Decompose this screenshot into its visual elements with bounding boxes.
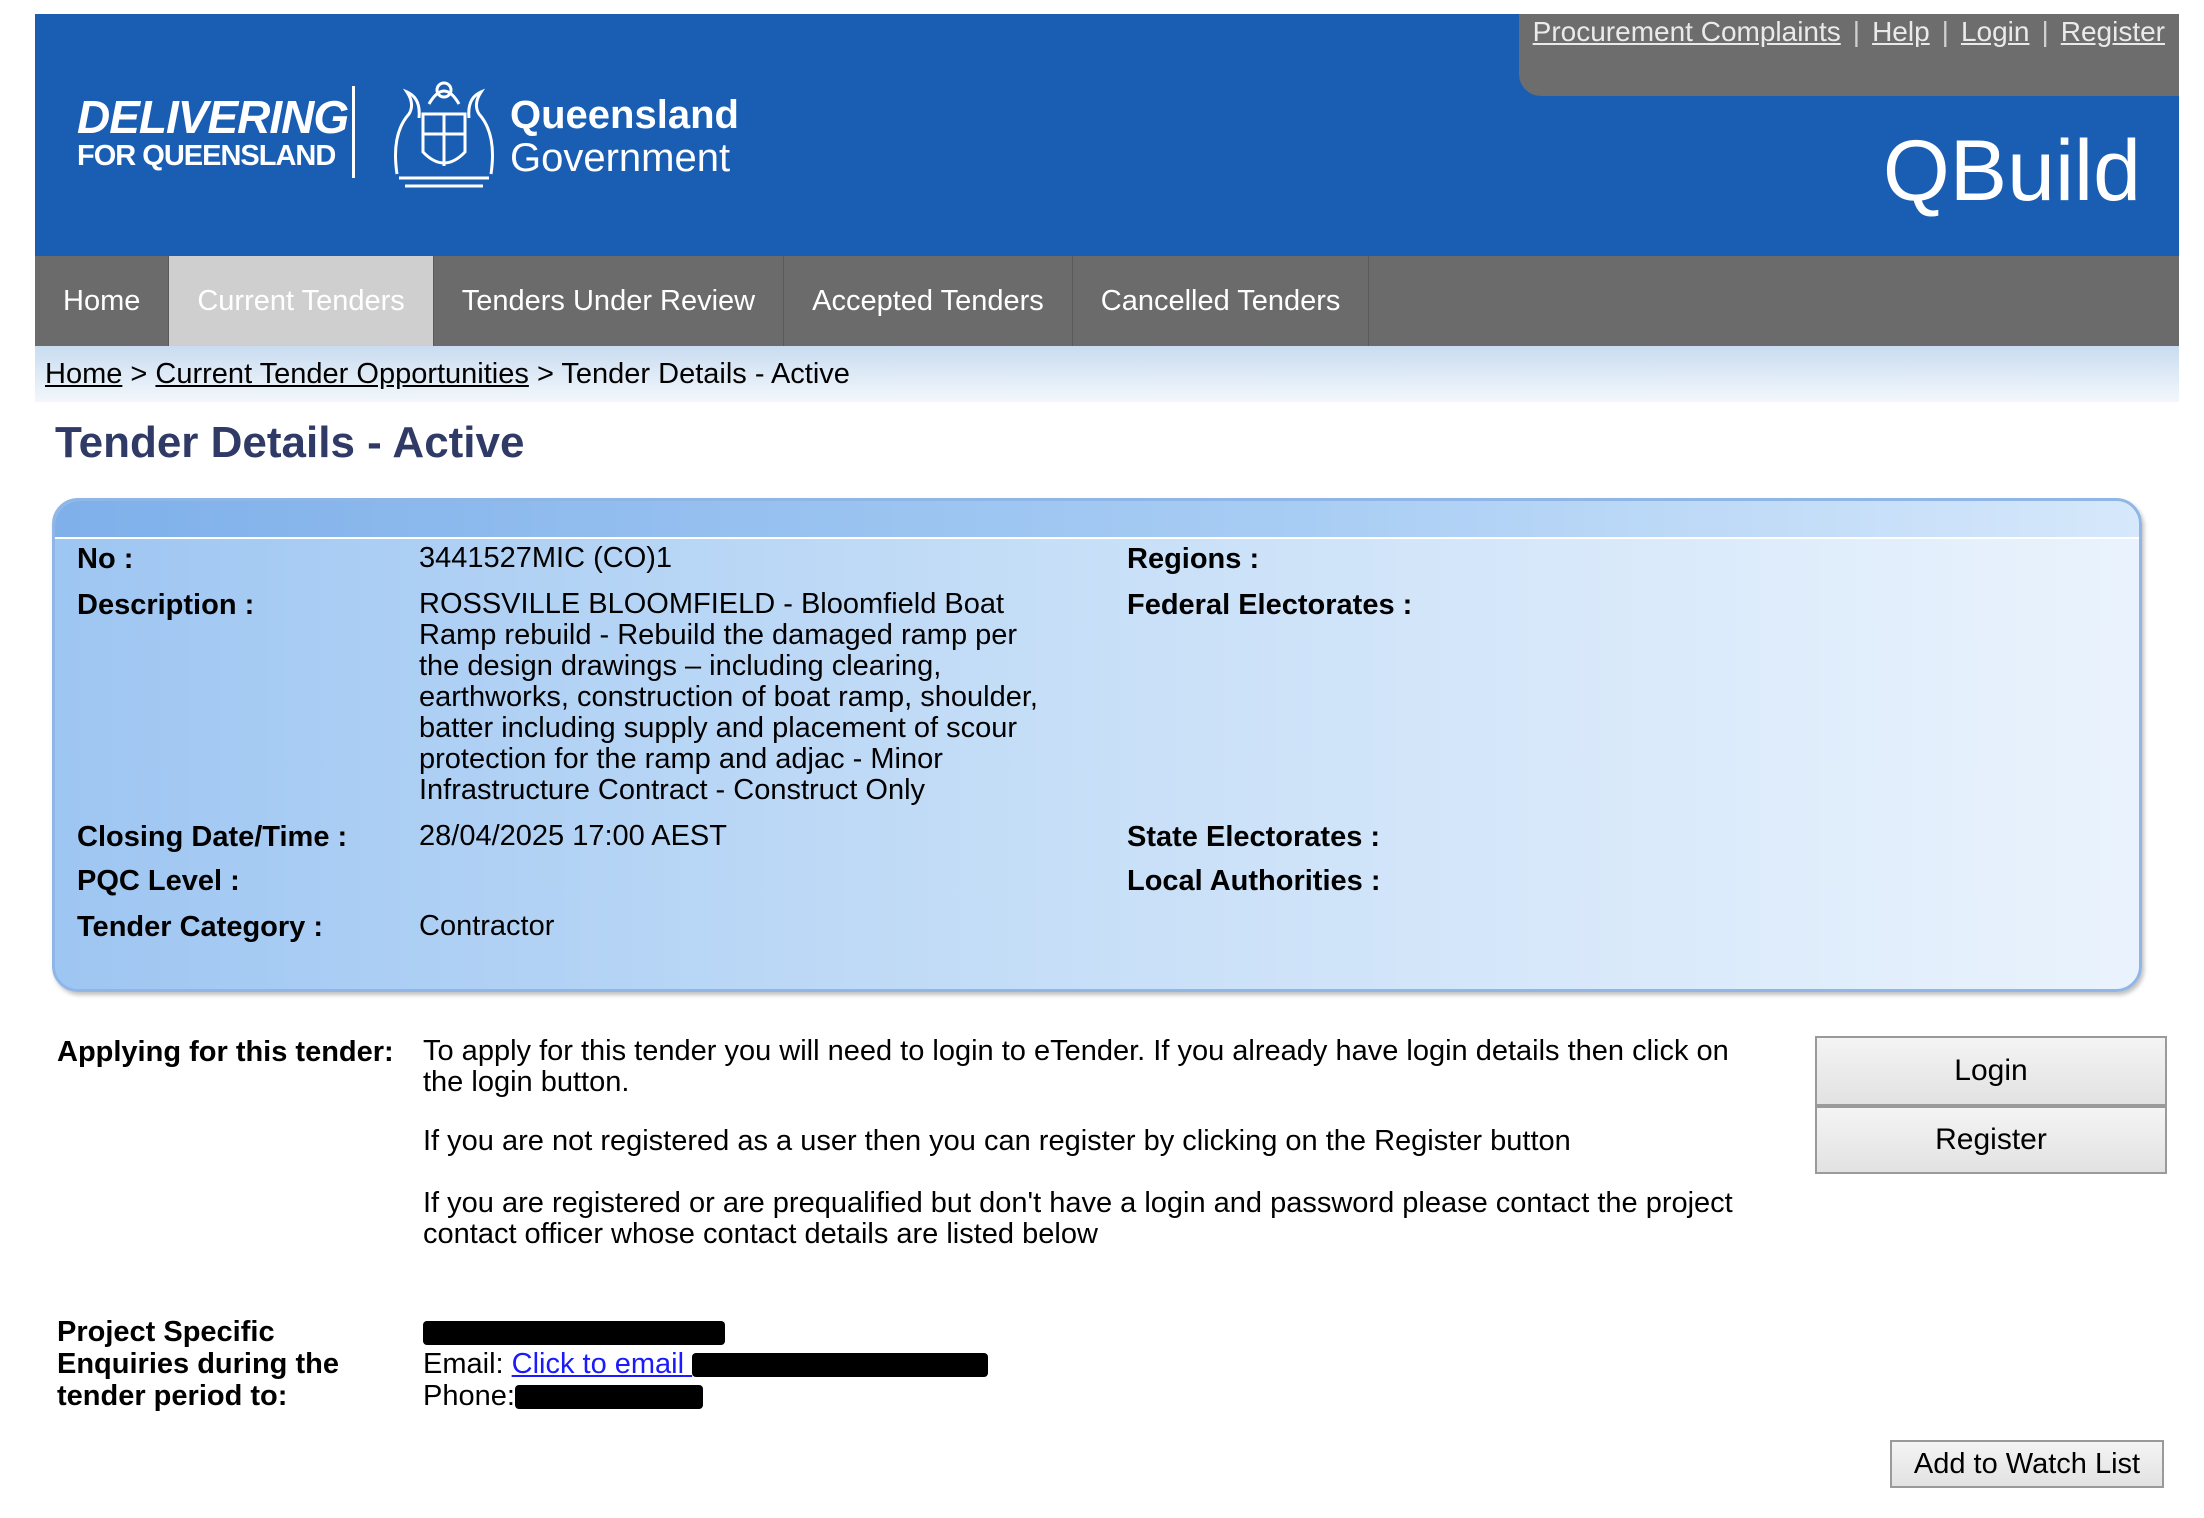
redaction-bar <box>515 1385 703 1409</box>
apply-instructions-register: If you are not registered as a user then you can register by clicking on the Register button <box>423 1125 1571 1157</box>
local-authorities-label: Local Authorities : <box>1127 865 1381 897</box>
nav-current-tenders[interactable]: Current Tenders <box>169 256 433 346</box>
contact-phone: Phone: <box>423 1380 703 1412</box>
register-link[interactable]: Register <box>2060 16 2165 47</box>
register-button[interactable]: Register <box>1815 1106 2167 1174</box>
page-title: Tender Details - Active <box>55 418 525 467</box>
main-nav <box>35 256 2179 346</box>
closing-date-label: Closing Date/Time : <box>77 821 348 853</box>
project-enquiries-label: Project Specific Enquiries during the tender period to: <box>57 1316 339 1412</box>
tender-category-value: Contractor <box>419 910 555 942</box>
federal-electorates-label: Federal Electorates : <box>1127 589 1413 621</box>
tender-no-label: No : <box>77 543 134 575</box>
queensland-coat-of-arms-icon <box>385 74 503 190</box>
app-title: QBuild <box>1882 123 2141 219</box>
description-value: ROSSVILLE BLOOMFIELD - Bloomfield Boat Ramp rebuild - Rebuild the damaged ramp per the design drawings – including clearing, earthworks, construction of boat ramp, shoulder, batter including supply and placement of scour protection for the ramp and adjac - Minor Infrastructure Contract - Construct Only <box>419 588 1038 806</box>
brand-divider <box>352 86 355 178</box>
contact-name-redacted <box>423 1316 725 1348</box>
breadcrumb-current: Tender Details - Active <box>561 358 850 390</box>
redaction-bar <box>423 1321 725 1345</box>
breadcrumb-current-opportunities[interactable]: Current Tender Opportunities <box>155 358 529 390</box>
procurement-complaints-link[interactable]: Procurement Complaints <box>1532 16 1841 47</box>
apply-instructions-contact: If you are registered or are prequalified but don't have a login and password please contact the project contact officer whose contact details are listed below <box>423 1187 1733 1250</box>
description-label: Description : <box>77 589 255 621</box>
tender-details-panel <box>52 498 2142 992</box>
nav-tenders-under-review[interactable]: Tenders Under Review <box>434 256 784 346</box>
state-electorates-label: State Electorates : <box>1127 821 1381 853</box>
nav-home[interactable]: Home <box>35 256 169 346</box>
delivering-for-queensland-logo: DELIVERING FOR QUEENSLAND <box>77 91 349 172</box>
email-contact-link[interactable]: Click to email <box>512 1348 989 1380</box>
top-links: Procurement Complaints | Help | Login | Register <box>1519 14 2179 96</box>
login-button[interactable]: Login <box>1815 1036 2167 1106</box>
help-link[interactable]: Help <box>1872 16 1930 47</box>
tender-no-value: 3441527MIC (CO)1 <box>419 542 673 574</box>
add-to-watch-list-button[interactable]: Add to Watch List <box>1890 1440 2164 1488</box>
pqc-level-label: PQC Level : <box>77 865 240 897</box>
breadcrumb: Home > Current Tender Opportunities > Tender Details - Active <box>35 346 2179 402</box>
login-link[interactable]: Login <box>1960 16 2030 47</box>
breadcrumb-home[interactable]: Home <box>45 358 123 390</box>
site-header <box>35 14 2179 256</box>
redaction-bar <box>692 1353 988 1377</box>
contact-email: Email: Click to email <box>423 1348 988 1380</box>
nav-accepted-tenders[interactable]: Accepted Tenders <box>784 256 1073 346</box>
closing-date-value: 28/04/2025 17:00 AEST <box>419 820 727 852</box>
applying-label: Applying for this tender: <box>57 1036 394 1068</box>
nav-cancelled-tenders[interactable]: Cancelled Tenders <box>1073 256 1370 346</box>
apply-instructions-login: To apply for this tender you will need to login to eTender. If you already have login details then click on the login button. <box>423 1035 1729 1098</box>
tender-category-label: Tender Category : <box>77 911 324 943</box>
regions-label: Regions : <box>1127 543 1260 575</box>
queensland-government-logo: Queensland Government <box>510 93 739 181</box>
